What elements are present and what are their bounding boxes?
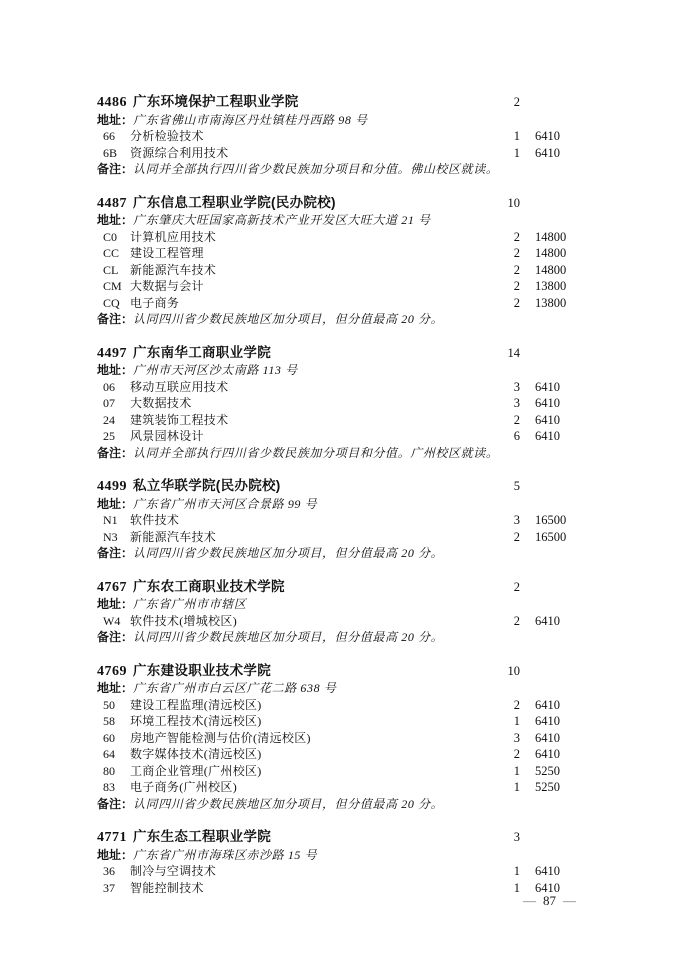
major-name: 电子商务 [130, 295, 180, 310]
major-name: 风景园林设计 [130, 429, 204, 443]
major-count: 2 [513, 246, 520, 260]
school-remark-row [0, 311, 680, 328]
school-plan-count: 2 [513, 95, 520, 109]
page-number: 87 [543, 893, 556, 908]
school-block-4487 [0, 195, 680, 328]
address-label: 地址： [97, 681, 134, 695]
major-count: 2 [513, 613, 520, 628]
major-fee: 14800 [535, 262, 567, 277]
address-label: 地址： [97, 363, 134, 377]
major-fee: 6410 [535, 613, 560, 628]
school-name: 广东环境保护工程职业学院 [133, 94, 299, 109]
remark-label: 备注： [97, 546, 134, 560]
school-remark: 认同四川省少数民族地区加分项目，但分值最高 20 分。 [133, 796, 444, 811]
address-label: 地址： [97, 112, 134, 127]
school-block-4497 [0, 345, 680, 462]
major-name: 移动互联应用技术 [130, 379, 229, 394]
major-fee: 6410 [535, 864, 560, 878]
major-code: 50 [103, 697, 115, 712]
major-name: 软件技术(增城校区) [130, 613, 237, 628]
major-name: 建设工程管理 [130, 246, 204, 260]
major-fee: 6410 [535, 379, 560, 394]
major-code: CC [103, 246, 120, 260]
major-fee: 16500 [535, 513, 567, 527]
major-code: 80 [103, 763, 115, 778]
school-address-row [0, 362, 680, 379]
major-row [0, 278, 680, 295]
school-remark: 认同并全部执行四川省少数民族加分项目和分值。佛山校区就读。 [133, 162, 499, 176]
major-row [0, 428, 680, 445]
major-name: 智能控制技术 [130, 880, 204, 895]
school-remark-row [0, 796, 680, 813]
major-name: 新能源汽车技术 [130, 529, 217, 544]
school-remark-row [0, 161, 680, 178]
major-row [0, 863, 680, 880]
school-block-4767 [0, 579, 680, 646]
school-address: 广东省广州市白云区广花二路 638 号 [133, 681, 337, 695]
major-count: 3 [513, 513, 520, 527]
school-code: 4771 [97, 830, 127, 845]
footer-right-dash: — [563, 893, 576, 908]
major-code: 37 [103, 880, 115, 895]
school-remark: 认同并全部执行四川省少数民族加分项目和分值。广州校区就读。 [133, 445, 499, 460]
major-code: CM [103, 279, 122, 293]
major-name: 大数据与会计 [130, 279, 204, 293]
major-fee: 6410 [535, 730, 560, 745]
major-fee: 13800 [535, 279, 567, 293]
major-count: 1 [513, 763, 520, 778]
school-name: 广东信息工程职业学院(民办院校) [133, 194, 336, 210]
major-count: 1 [513, 129, 520, 143]
major-count: 2 [513, 279, 520, 293]
school-code: 4767 [97, 579, 127, 595]
major-row [0, 713, 680, 730]
major-row [0, 746, 680, 763]
major-code: 25 [103, 429, 115, 443]
school-title-row [0, 345, 680, 363]
major-fee: 6410 [535, 714, 560, 728]
school-title-row [0, 579, 680, 597]
school-block-4486 [0, 94, 680, 178]
school-code: 4769 [97, 663, 127, 679]
major-name: 大数据技术 [130, 396, 192, 410]
address-label: 地址： [97, 496, 134, 511]
school-remark-row [0, 445, 680, 462]
school-name: 私立华联学院(民办院校) [133, 478, 281, 493]
major-code: W4 [103, 613, 121, 628]
school-block-4769 [0, 663, 680, 813]
school-block-4771 [0, 829, 680, 896]
major-name: 数字媒体技术(清远校区) [130, 747, 262, 761]
remark-label: 备注： [97, 445, 134, 460]
major-fee: 5250 [535, 763, 560, 778]
major-fee: 16500 [535, 529, 567, 544]
major-count: 3 [513, 396, 520, 410]
major-code: CQ [103, 295, 120, 310]
footer-left-dash: — [523, 893, 536, 908]
school-address-row [0, 680, 680, 697]
major-name: 计算机应用技术 [130, 229, 217, 244]
school-code: 4499 [97, 479, 127, 494]
major-name: 环境工程技术(清远校区) [130, 714, 262, 728]
school-remark-row [0, 545, 680, 562]
major-row [0, 763, 680, 780]
major-count: 2 [513, 747, 520, 761]
major-name: 建筑装饰工程技术 [130, 412, 229, 427]
major-fee: 6410 [535, 880, 560, 895]
address-label: 地址： [97, 597, 134, 611]
major-row [0, 779, 680, 796]
major-row [0, 245, 680, 262]
school-address-row [0, 112, 680, 129]
major-count: 3 [513, 730, 520, 745]
major-count: 1 [513, 145, 520, 160]
major-code: N3 [103, 529, 118, 544]
major-count: 2 [513, 529, 520, 544]
school-remark: 认同四川省少数民族地区加分项目，但分值最高 20 分。 [133, 546, 444, 560]
major-code: CL [103, 262, 119, 277]
major-name: 软件技术 [130, 513, 180, 527]
remark-label: 备注： [97, 162, 134, 176]
major-code: 24 [103, 412, 115, 427]
school-address-row [0, 596, 680, 613]
school-block-4499 [0, 478, 680, 562]
major-row [0, 145, 680, 162]
major-name: 新能源汽车技术 [130, 262, 217, 277]
major-row [0, 697, 680, 714]
major-fee: 14800 [535, 229, 567, 244]
school-code: 4486 [97, 95, 127, 110]
major-row [0, 395, 680, 412]
major-row [0, 295, 680, 312]
school-remark-row [0, 629, 680, 646]
school-title-row [0, 94, 680, 112]
major-count: 2 [513, 412, 520, 427]
school-title-row [0, 829, 680, 847]
school-address-row [0, 212, 680, 229]
major-count: 2 [513, 295, 520, 310]
major-fee: 5250 [535, 780, 560, 794]
major-name: 工商企业管理(广州校区) [130, 763, 262, 778]
major-count: 1 [513, 780, 520, 794]
major-row [0, 529, 680, 546]
school-name: 广东南华工商职业学院 [133, 344, 271, 360]
major-code: 64 [103, 747, 115, 761]
school-name: 广东生态工程职业学院 [133, 829, 271, 844]
major-code: 58 [103, 714, 115, 728]
school-code: 4487 [97, 195, 127, 211]
school-name: 广东建设职业技术学院 [133, 662, 271, 678]
major-code: 07 [103, 396, 115, 410]
major-code: C0 [103, 229, 118, 244]
address-label: 地址： [97, 847, 134, 862]
major-name: 制冷与空调技术 [130, 864, 217, 878]
major-name: 分析检验技术 [130, 129, 204, 143]
school-plan-count: 2 [513, 579, 520, 594]
major-row [0, 512, 680, 529]
major-row [0, 379, 680, 396]
major-fee: 6410 [535, 412, 560, 427]
school-plan-count: 10 [507, 663, 520, 678]
major-fee: 13800 [535, 295, 567, 310]
school-address: 广东肇庆大旺国家高新技术产业开发区大旺大道 21 号 [133, 213, 431, 227]
school-title-row [0, 663, 680, 681]
major-count: 6 [513, 429, 520, 443]
major-row [0, 262, 680, 279]
major-fee: 6410 [535, 747, 560, 761]
remark-label: 备注： [97, 312, 134, 326]
major-code: 83 [103, 780, 115, 794]
school-plan-count: 10 [507, 195, 520, 210]
school-address-row [0, 496, 680, 513]
school-title-row [0, 195, 680, 213]
major-row [0, 730, 680, 747]
major-fee: 6410 [535, 396, 560, 410]
major-code: 60 [103, 730, 115, 745]
major-row [0, 229, 680, 246]
major-fee: 14800 [535, 246, 567, 260]
school-plan-count: 14 [507, 345, 520, 360]
major-name: 房地产智能检测与估价(清远校区) [130, 730, 311, 745]
major-code: 66 [103, 129, 115, 143]
page-footer [0, 893, 680, 909]
major-count: 3 [513, 379, 520, 394]
major-code: 36 [103, 864, 115, 878]
major-name: 资源综合利用技术 [130, 145, 229, 160]
school-address: 广东省广州市市辖区 [133, 597, 247, 611]
major-name: 电子商务(广州校区) [130, 780, 237, 794]
major-row [0, 412, 680, 429]
major-code: 6B [103, 145, 118, 160]
major-fee: 6410 [535, 429, 560, 443]
major-code: N1 [103, 513, 118, 527]
major-fee: 6410 [535, 129, 560, 143]
major-count: 2 [513, 262, 520, 277]
major-count: 2 [513, 697, 520, 712]
school-remark: 认同四川省少数民族地区加分项目，但分值最高 20 分。 [133, 630, 444, 644]
school-address: 广东省广州市天河区合景路 99 号 [133, 496, 318, 511]
major-count: 2 [513, 229, 520, 244]
school-remark: 认同四川省少数民族地区加分项目，但分值最高 20 分。 [133, 312, 444, 326]
remark-label: 备注： [97, 796, 134, 811]
major-code: 06 [103, 379, 115, 394]
major-row [0, 128, 680, 145]
major-fee: 6410 [535, 697, 560, 712]
remark-label: 备注： [97, 630, 134, 644]
school-code: 4497 [97, 345, 127, 361]
school-plan-count: 3 [513, 830, 520, 844]
school-plan-count: 5 [513, 479, 520, 493]
major-name: 建设工程监理(清远校区) [130, 697, 262, 712]
school-address: 广东省广州市海珠区赤沙路 15 号 [133, 847, 318, 862]
school-address-row [0, 847, 680, 864]
major-row [0, 613, 680, 630]
school-address: 广州市天河区沙太南路 113 号 [133, 363, 298, 377]
major-count: 1 [513, 880, 520, 895]
school-name: 广东农工商职业技术学院 [133, 578, 285, 594]
major-fee: 6410 [535, 145, 560, 160]
major-count: 1 [513, 714, 520, 728]
address-label: 地址： [97, 213, 134, 227]
school-address: 广东省佛山市南海区丹灶镇桂丹西路 98 号 [133, 112, 368, 127]
school-title-row [0, 478, 680, 496]
major-count: 1 [513, 864, 520, 878]
